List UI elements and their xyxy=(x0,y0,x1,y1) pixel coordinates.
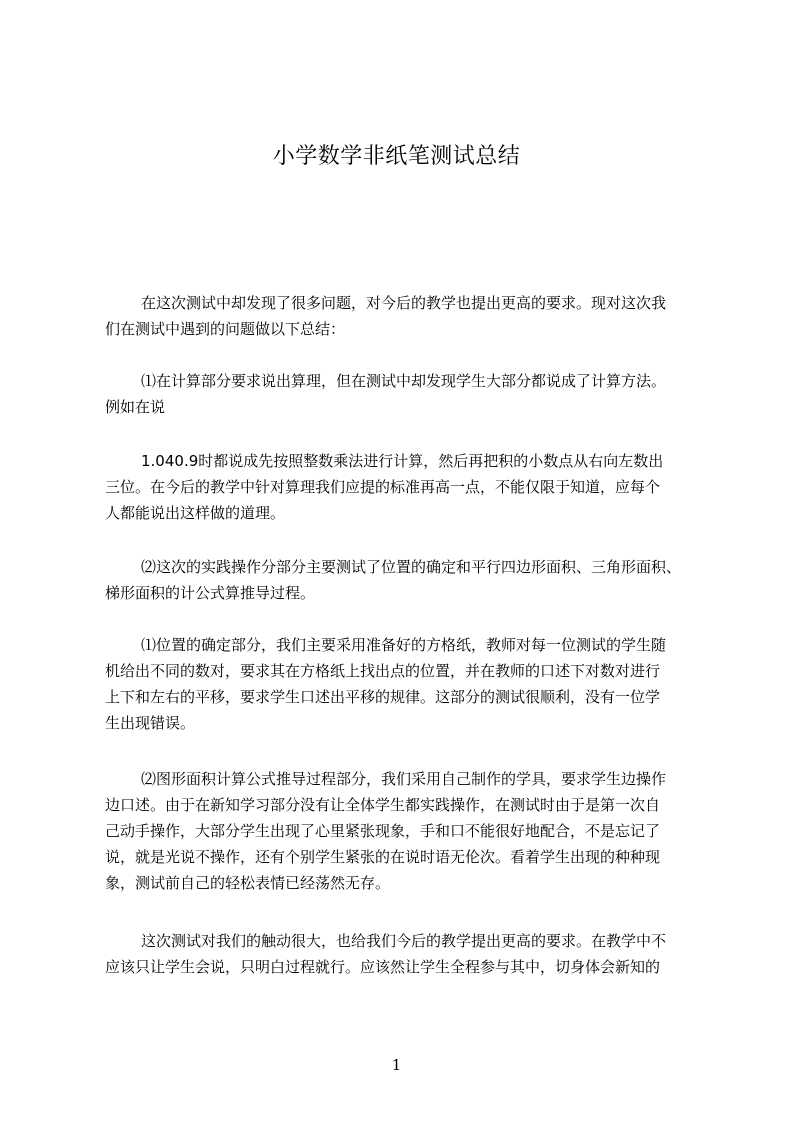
paragraph-line: 们在测试中遇到的问题做以下总结： xyxy=(105,320,346,338)
document-title: 小学数学非纸笔测试总结 xyxy=(272,144,521,169)
paragraph-line: 这次测试对我们的触动很大，也给我们今后的教学提出更高的要求。在教学中不 xyxy=(141,932,667,950)
paragraph-position xyxy=(105,632,715,736)
paragraph-line: 在这次测试中却发现了很多问题，对今后的教学也提出更高的要求。现对这次我 xyxy=(141,294,667,312)
paragraph-area-formula xyxy=(105,766,715,896)
paragraph-line: 上下和左右的平移，要求学生口述出平移的规律。这部分的测试很顺利，没有一位学 xyxy=(105,688,661,706)
paragraph-line: 生出现错误。 xyxy=(105,714,196,732)
paragraph-line: 1.040.9时都说成先按照整数乘法进行计算，然后再把积的小数点从右向左数出 xyxy=(141,452,664,470)
paragraph-line: 说，就是光说不操作，还有个别学生紧张的在说时语无伦次。看着学生出现的种种现 xyxy=(105,848,661,866)
paragraph-calculation xyxy=(105,368,715,420)
paragraph-line: ⑵图形面积计算公式推导过程部分，我们采用自己制作的学具，要求学生边操作 xyxy=(141,770,667,788)
paragraph-line: 梯形面积的计公式算推导过程。 xyxy=(105,584,316,602)
paragraph-line: 边口述。由于在新知学习部分没有让全体学生都实践操作，在测试时由于是第一次自 xyxy=(105,796,661,814)
paragraph-line: 机给出不同的数对，要求其在方格纸上找出点的位置，并在教师的口述下对数对进行 xyxy=(105,662,661,680)
paragraph-line: ⑵这次的实践操作分部分主要测试了位置的确定和平行四边形面积、三角形面积、 xyxy=(141,558,682,576)
paragraph-line: 己动手操作，大部分学生出现了心里紧张现象，手和口不能很好地配合，不是忘记了 xyxy=(105,822,661,840)
page-number: 1 xyxy=(391,1056,402,1074)
paragraph-intro xyxy=(105,290,715,342)
paragraph-practice xyxy=(105,554,715,606)
paragraph-line: ⑴位置的确定部分，我们主要采用准备好的方格纸，教师对每一位测试的学生随 xyxy=(141,636,667,654)
paragraph-line: ⑴在计算部分要求说出算理，但在测试中却发现学生大部分都说成了计算方法。 xyxy=(141,372,667,390)
paragraph-line: 人都能说出这样做的道理。 xyxy=(105,504,286,522)
paragraph-line: 象，测试前自己的轻松表情已经荡然无存。 xyxy=(105,874,391,892)
paragraph-reflection xyxy=(105,928,715,980)
paragraph-example xyxy=(105,448,715,526)
paragraph-line: 三位。在今后的教学中针对算理我们应提的标准再高一点，不能仅限于知道，应每个 xyxy=(105,478,661,496)
paragraph-line: 例如在说 xyxy=(105,398,166,416)
paragraph-line: 应该只让学生会说，只明白过程就行。应该然让学生全程参与其中，切身体会新知的 xyxy=(105,958,661,976)
